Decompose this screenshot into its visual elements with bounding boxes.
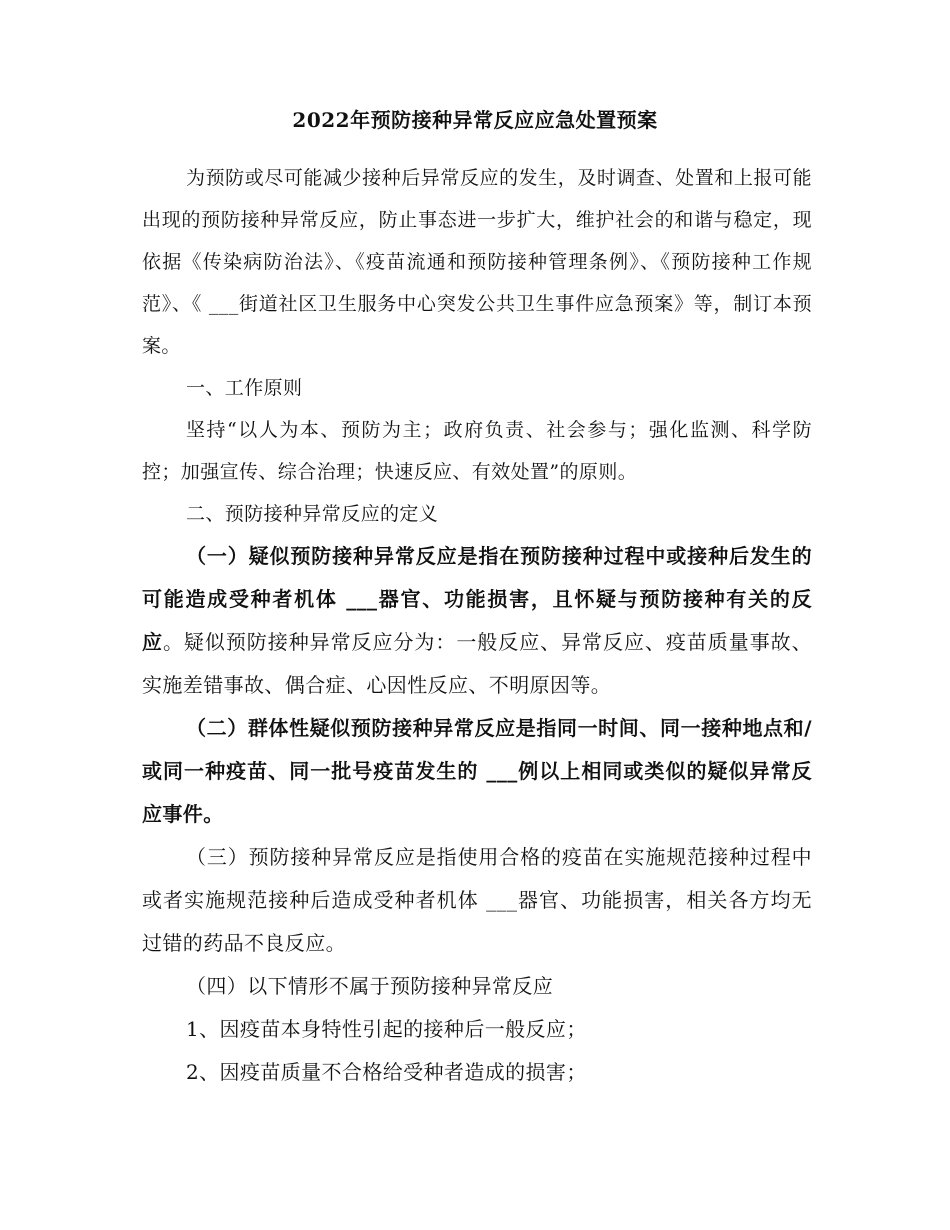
document-body <box>142 157 812 1094</box>
document-title: 2022年预防接种异常反应应急处置预案 <box>292 108 658 132</box>
section-heading-principles: 一、工作原则 <box>186 377 303 399</box>
definition-3-paragraph: （三）预防接种异常反应是指使用合格的疫苗在实施规范接种过程中或者实施规范接种后造成受种者机体 ___器官、功能损害，相关各方均无过错的药品不良反应。 <box>142 845 812 955</box>
exclusion-item-2: 2、因疫苗质量不合格给受种者造成的损害； <box>186 1060 587 1084</box>
intro-paragraph: 为预防或尽可能减少接种后异常反应的发生，及时调查、处置和上报可能出现的预防接种异常反应，防止事态进一步扩大，维护社会的和谐与稳定，现依据《传染病防治法》、《疫苗流通和预防接种管理条例》、《预防接种工作规范》、《 ___街道社区卫生服务中心突发公共卫生事件应急预案》等，制订本预案。 <box>142 167 812 357</box>
definition-4-heading: （四）以下情形不属于预防接种异常反应 <box>186 974 554 998</box>
definition-1-paragraph <box>142 535 812 707</box>
principles-paragraph: 坚持“以人为本、预防为主；政府负责、社会参与；强化监测、科学防控；加强宣传、综合治理；快速反应、有效处置”的原则。 <box>142 419 812 483</box>
definition-1-rest-text: 。疑似预防接种异常反应分为：一般反应、异常反应、疫苗质量事故、实施差错事故、偶合症、心因性反应、不明原因等。 <box>142 630 813 697</box>
definition-1-bold-text: （一）疑似预防接种异常反应是指在预防接种过程中或接种后发生的可能造成受种者机体 ___器官、功能损害，且怀疑与预防接种有关的反应 <box>142 544 812 654</box>
section-heading-definition: 二、预防接种异常反应的定义 <box>186 503 439 525</box>
exclusion-item-1: 1、因疫苗本身特性引起的接种后一般反应； <box>186 1017 587 1041</box>
definition-2-paragraph: （二）群体性疑似预防接种异常反应是指同一时间、同一接种地点和/或同一种疫苗、同一批号疫苗发生的 ___例以上相同或类似的疑似异常反应事件。 <box>142 716 812 826</box>
